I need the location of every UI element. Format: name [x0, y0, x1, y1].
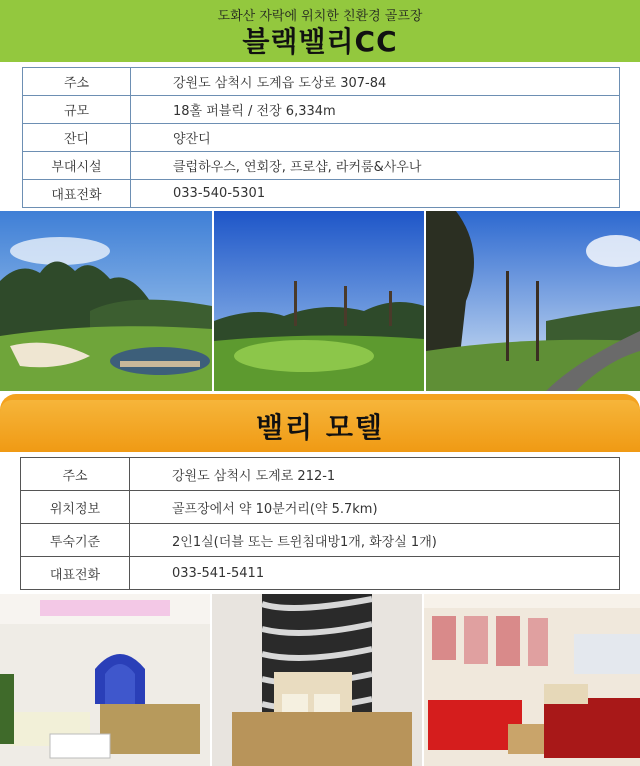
row-value: 골프장에서 약 10분거리(약 5.7km)	[130, 491, 620, 524]
golf-title: 블랙밸리CC	[242, 25, 398, 58]
golf-info-table	[22, 67, 620, 208]
table-row	[23, 124, 620, 152]
table-row	[21, 557, 620, 590]
row-value: 클럽하우스, 연회장, 프로샵, 라커룸&사우나	[131, 152, 620, 180]
row-value: 2인1실(더블 또는 트윈침대방1개, 화장실 1개)	[130, 524, 620, 557]
motel-photo-strip	[0, 594, 640, 766]
row-value: 033-540-5301	[131, 180, 620, 208]
motel-header-banner	[0, 394, 640, 452]
golf-course-green-photo	[214, 211, 424, 391]
row-label: 주소	[21, 458, 130, 491]
table-row	[21, 524, 620, 557]
golf-header-banner	[0, 0, 640, 62]
motel-title: 밸리 모텔	[256, 411, 384, 444]
row-value: 033-541-5411	[130, 557, 620, 590]
row-label: 대표전화	[21, 557, 130, 590]
row-label: 투숙기준	[21, 524, 130, 557]
golf-photo-strip	[0, 211, 640, 391]
table-row	[23, 152, 620, 180]
motel-info-table	[20, 457, 620, 590]
golf-course-cart-path-photo	[426, 211, 640, 391]
golf-subtitle: 도화산 자락에 위치한 친환경 골프장	[217, 9, 423, 24]
row-value: 강원도 삼척시 도계로 212-1	[130, 458, 620, 491]
row-label: 규모	[23, 96, 131, 124]
table-row	[23, 96, 620, 124]
motel-room-red-sofa-photo	[424, 594, 640, 766]
row-label: 주소	[23, 68, 131, 96]
table-row	[21, 458, 620, 491]
row-label: 위치정보	[21, 491, 130, 524]
table-row	[23, 180, 620, 208]
row-label: 잔디	[23, 124, 131, 152]
row-label: 대표전화	[23, 180, 131, 208]
row-value: 18홀 퍼블릭 / 전장 6,334m	[131, 96, 620, 124]
row-label: 부대시설	[23, 152, 131, 180]
golf-course-pond-photo	[0, 211, 212, 391]
motel-room-zebra-wall-photo	[212, 594, 422, 766]
table-row	[23, 68, 620, 96]
table-row	[21, 491, 620, 524]
row-value: 강원도 삼척시 도계읍 도상로 307-84	[131, 68, 620, 96]
motel-room-blue-arch-photo	[0, 594, 210, 766]
row-value: 양잔디	[131, 124, 620, 152]
